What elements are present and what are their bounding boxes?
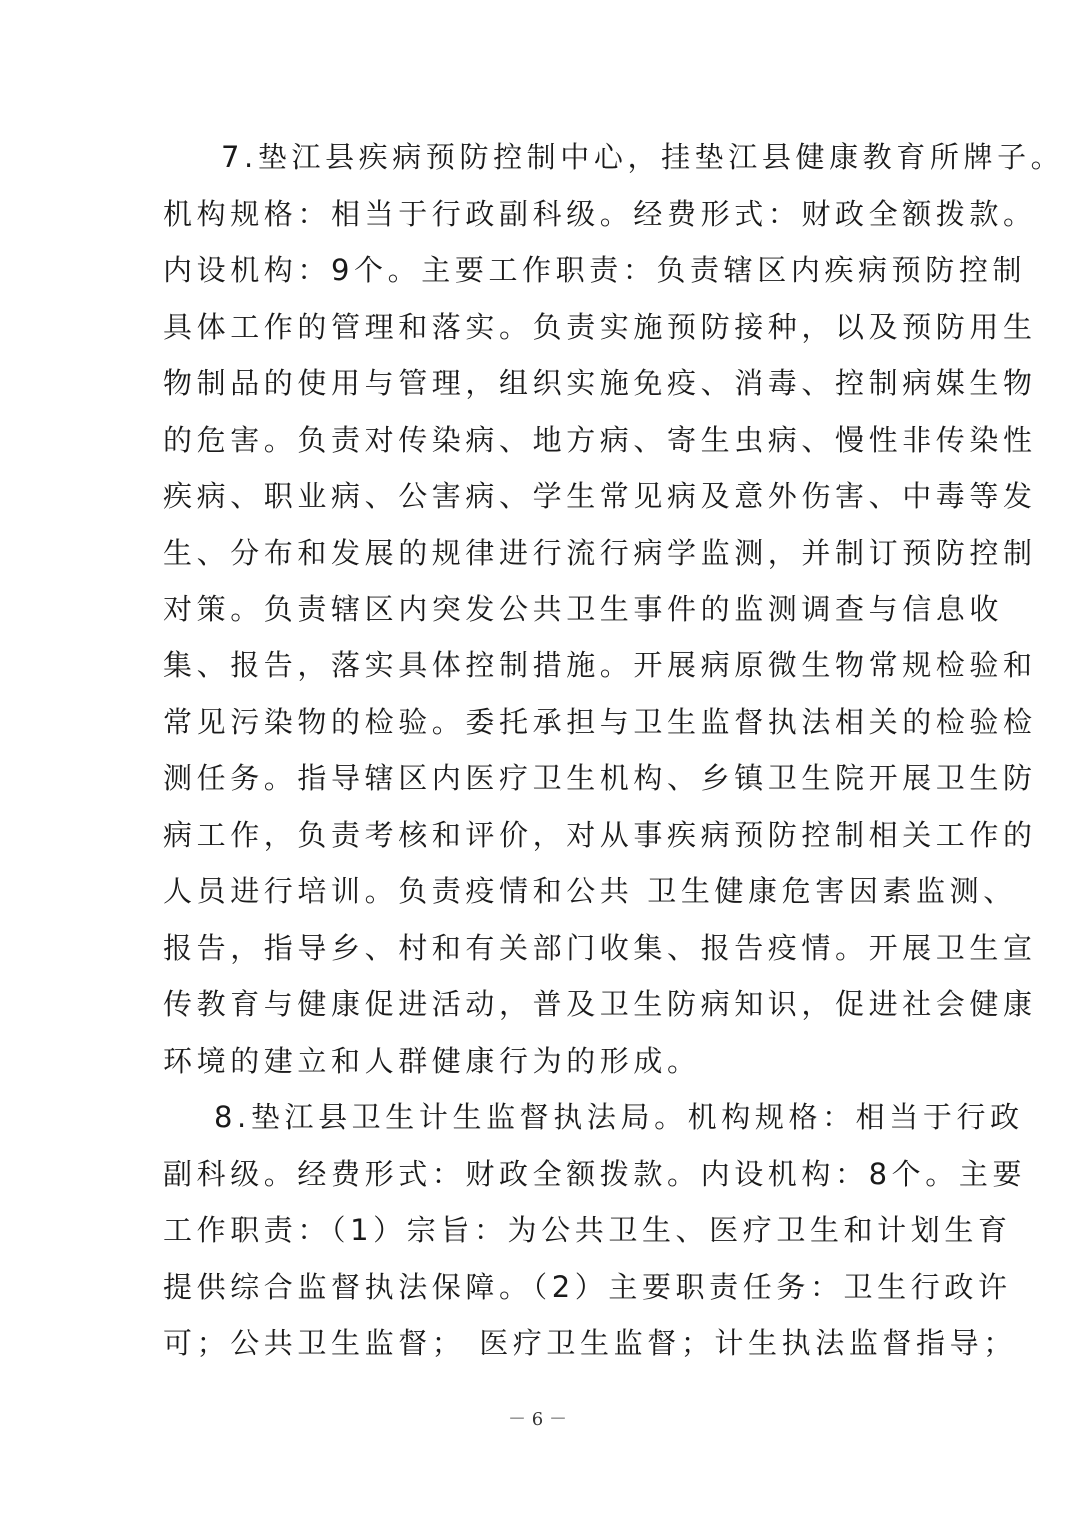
text-line: 8.垫江县卫生计生监督执法局。机构规格：相当于行政 [214,1100,1024,1134]
text-line: 生、分布和发展的规律进行流行病学监测，并制订预防控制 [163,536,1037,570]
text-line: 病工作，负责考核和评价，对从事疾病预防控制相关工作的 [163,818,1037,852]
text-line: 疾病、职业病、公害病、学生常见病及意外伤害、中毒等发 [163,479,1037,513]
text-line: 工作职责：（1）宗旨：为公共卫生、医疗卫生和计划生育 [163,1213,1012,1247]
text-line: 物制品的使用与管理，组织实施免疫、消毒、控制病媒生物 [163,366,1037,400]
text-line: 传教育与健康促进活动，普及卫生防病知识，促进社会健康 [163,987,1037,1021]
text-line: 人员进行培训。负责疫情和公共 卫生健康危害因素监测、 [163,874,1017,908]
page-number: － 6 － [508,1409,567,1430]
text-line: 可；公共卫生监督； 医疗卫生监督；计生执法监督指导； [163,1326,1017,1360]
text-line: 具体工作的管理和落实。负责实施预防接种，以及预防用生 [163,310,1037,344]
text-line: 集、报告，落实具体控制措施。开展病原微生物常规检验和 [163,648,1037,682]
text-line: 提供综合监督执法保障。（2）主要职责任务：卫生行政许 [163,1270,1012,1304]
text-line: 测任务。指导辖区内医疗卫生机构、乡镇卫生院开展卫生防 [163,761,1037,795]
text-line: 副科级。经费形式：财政全额拨款。内设机构：8个。主要 [163,1157,1027,1191]
text-line: 报告，指导乡、村和有关部门收集、报告疫情。开展卫生宣 [163,931,1037,965]
text-line: 7.垫江县疾病预防控制中心，挂垫江县健康教育所牌子。 [221,140,1065,174]
text-line: 对策。负责辖区内突发公共卫生事件的监测调查与信息收 [163,592,1004,626]
text-line: 常见污染物的检验。委托承担与卫生监督执法相关的检验检 [163,705,1037,739]
text-line: 环境的建立和人群健康行为的形成。 [163,1044,701,1078]
text-line: 机构规格：相当于行政副科级。经费形式：财政全额拨款。 [163,197,1037,231]
text-line: 内设机构：9个。主要工作职责：负责辖区内疾病预防控制 [163,253,1027,287]
text-line: 的危害。负责对传染病、地方病、寄生虫病、慢性非传染性 [163,423,1037,457]
